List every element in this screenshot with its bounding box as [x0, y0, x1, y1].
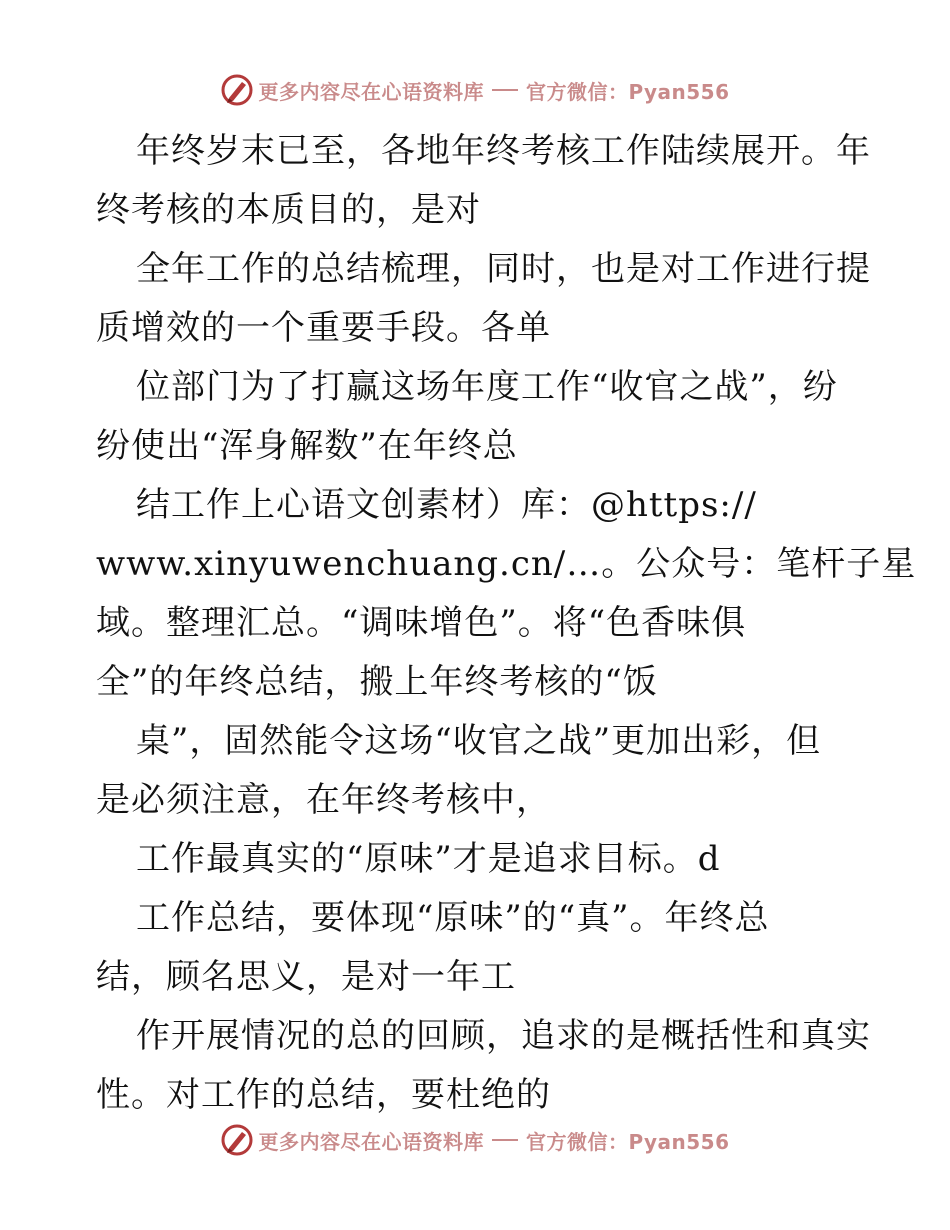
body-line: 工作最真实的“原味”才是追求目标。d	[136, 839, 721, 879]
body-line: 纷使出“浑身解数”在年终总	[96, 426, 518, 466]
body-line: 作开展情况的总的回顾，追求的是概括性和真实	[136, 1016, 871, 1056]
body-line: 性。对工作的总结，要杜绝的	[96, 1075, 551, 1115]
body-line: 全”的年终总结，搬上年终考核的“饭	[96, 662, 658, 702]
header-watermark	[0, 70, 950, 110]
watermark-site-text: 更多内容尽在心语资料库	[258, 79, 484, 104]
body-line: 全年工作的总结梳理，同时，也是对工作进行提	[136, 249, 871, 289]
watermark-site-text: 更多内容尽在心语资料库	[258, 1129, 484, 1154]
watermark-official-text: 官方微信：Pyan556	[525, 1129, 730, 1154]
watermark-dash	[492, 89, 518, 91]
document-body	[96, 122, 917, 1125]
body-line: 桌”，固然能令这场“收官之战”更加出彩，但	[136, 721, 822, 761]
watermark-dash	[492, 1139, 518, 1141]
watermark-official-text: 官方微信：Pyan556	[525, 79, 730, 104]
body-line: 终考核的本质目的，是对	[96, 190, 481, 230]
footer-watermark	[0, 1120, 950, 1160]
footer-watermark-inner	[220, 1123, 729, 1157]
header-watermark-inner	[220, 73, 729, 107]
pen-circle-icon	[220, 73, 254, 107]
body-line: www.xinyuwenchuang.cn/…。公众号：笔杆子星	[96, 544, 917, 584]
body-line: 质增效的一个重要手段。各单	[96, 308, 551, 348]
body-line: 结工作上心语文创素材）库：@https://	[136, 485, 757, 525]
body-line: 是必须注意，在年终考核中，	[96, 780, 551, 820]
body-line: 工作总结，要体现“原味”的“真”。年终总	[136, 898, 770, 938]
body-line: 结，顾名思义，是对一年工	[96, 957, 516, 997]
body-line: 位部门为了打赢这场年度工作“收官之战”，纷	[136, 367, 838, 407]
body-line: 域。整理汇总。“调味增色”。将“色香味俱	[96, 603, 747, 643]
body-line: 年终岁末已至，各地年终考核工作陆续展开。年	[136, 131, 871, 171]
pen-circle-icon	[220, 1123, 254, 1157]
